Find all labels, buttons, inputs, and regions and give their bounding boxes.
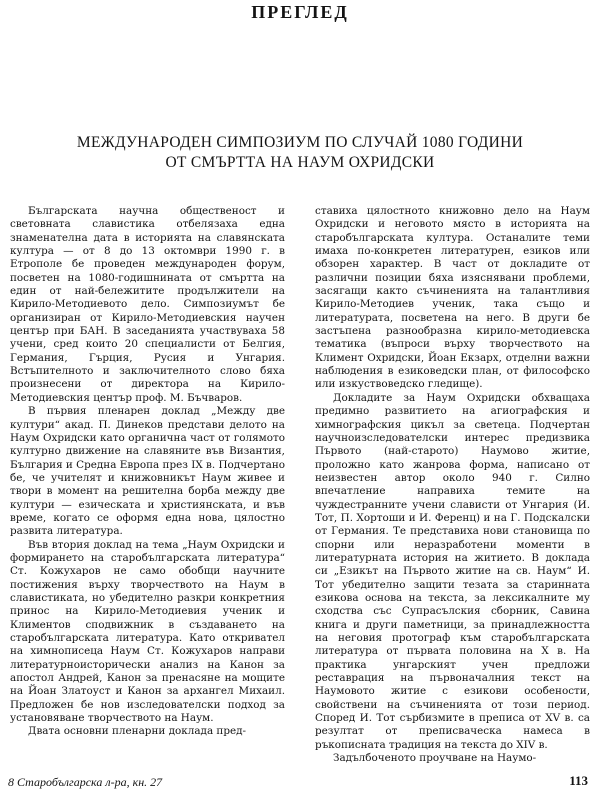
paragraph: Задълбоченото проучване на Наумо- [333,752,537,765]
paragraph: В първия пленарен доклад „Между две култури“ акад. П. Динеков представи делото на Наум Охридски като органична част от голямото културно движение на славяните във Византия, България и Средна Европа през IX в. Подчертано бе, че учителят и книжовникът Наум живее и твори в момент на решителна борба между две култури — езическата и християнската, и във време, когато се оформя една нова, цялостно развита литература. [10,405,285,538]
paragraph: Във втория доклад на тема „Наум Охридски и формирането на старобългарската литература“ Ст. Кожухаров не само обобщи научните постижения върху творчеството на Наум в славистиката, но убедително разкри конкретния принос на Кирило-Методиевия ученик и Климентов сподвижник в създаването на старобългарската литература. Като откривател на химнописеца Наум Ст. Кожухаров направи литературноисторически анализ на Канон за апостол Андрей, Канон за пренасяне на мощите на Йоан Златоуст и Канон за архангел Михаил. Предложен бе нов изследователски подход за установяване творчеството на Наум. [10,538,285,725]
paragraph: Двата основни пленарни доклада пред- [28,725,247,738]
left-column [10,205,285,739]
page-number: 113 [569,773,588,788]
paragraph: Докладите за Наум Охридски обхващаха предимно развитието на агиографския и химнографския цикъл за светеца. Подчертан научноизследователски интерес предизвика Първото (най-старото) Наумово житие, проложно като жанрова форма, написано от неизвестен автор около 940 г. Силно впечатление направиха темите на чуждестранните учени слависти от Унгария (И. Тот, П. Хортоши и И. Ференц) и на Г. Подскалски от Германия. Те представиха нови становища по спорни или неразработени моменти в литературната история на житието. В доклада си „Езикът на Първото житие на св. Наум“ И. Тот убедително защити тезата за старинната езикова основа на текста, за лексикалните му сходства със Супрасълския сборник, Савина книга и други паметници, за принадлежността на неговия протограф към старобългарската литература от първата половина на X в. На практика унгарският учен предложи реставрация на първоначалния текст на Наумовото житие с езикови особености, свойствени на съчиненията от този период. Според И. Тот сърбизмите в преписа от XV в. са резултат от преписваческа намеса в ръкописната традиция на текста до XIV в. [315,391,590,751]
paragraph: ставиха цялостното книжовно дело на Наум Охридски и неговото място в историята на старобългарската култура. Останалите теми имаха по-конкретен литературен, езиков или обзорен характер. В част от докладите от различни позиции бяха изяснявани проблеми, засягащи както съчиненията на талантливия Кирило-Методиев ученик, така също и литературата, посветена на него. В други бе застъпена разнообразна кирило-методиевска тематика (въпроси върху творчеството на Климент Охридски, Йоан Екзарх, отделни важни наблюдения в езиковедски план, от философско или изкуствоведско гледище). [315,205,590,391]
article-title [30,133,570,173]
section-title: ПРЕГЛЕД [251,2,349,22]
article-title-line-1: МЕЖДУНАРОДЕН СИМПОЗИУМ ПО СЛУЧАЙ 1080 ГОДИНИ [76,134,524,151]
article-title-line-2: ОТ СМЪРТТА НА НАУМ ОХРИДСКИ [165,154,435,171]
paragraph: Българската научна общественост и световната славистика отбелязаха една знаменателна дата в историята на славянската култура — от 8 до 13 октомври 1990 г. в Етрополе бе проведен международен форум, посветен на 1080-годишнината от смъртта на един от най-бележитите продължители на Кирило-Методиевото дело. Симпозиумът бе организиран от Кирило-Методиевския научен център при БАН. В заседанията участвуваха 58 учени, сред които 20 специалисти от Белгия, Германия, Гърция, Русия и Унгария. Встъпителното и заключителното слово бяха произнесени от директора на Кирило-Методиевския център проф. М. Бъчваров. [10,205,285,404]
footer-journal-reference: 8 Старобългарска л-ра, кн. 27 [8,775,163,789]
right-column [315,205,590,765]
